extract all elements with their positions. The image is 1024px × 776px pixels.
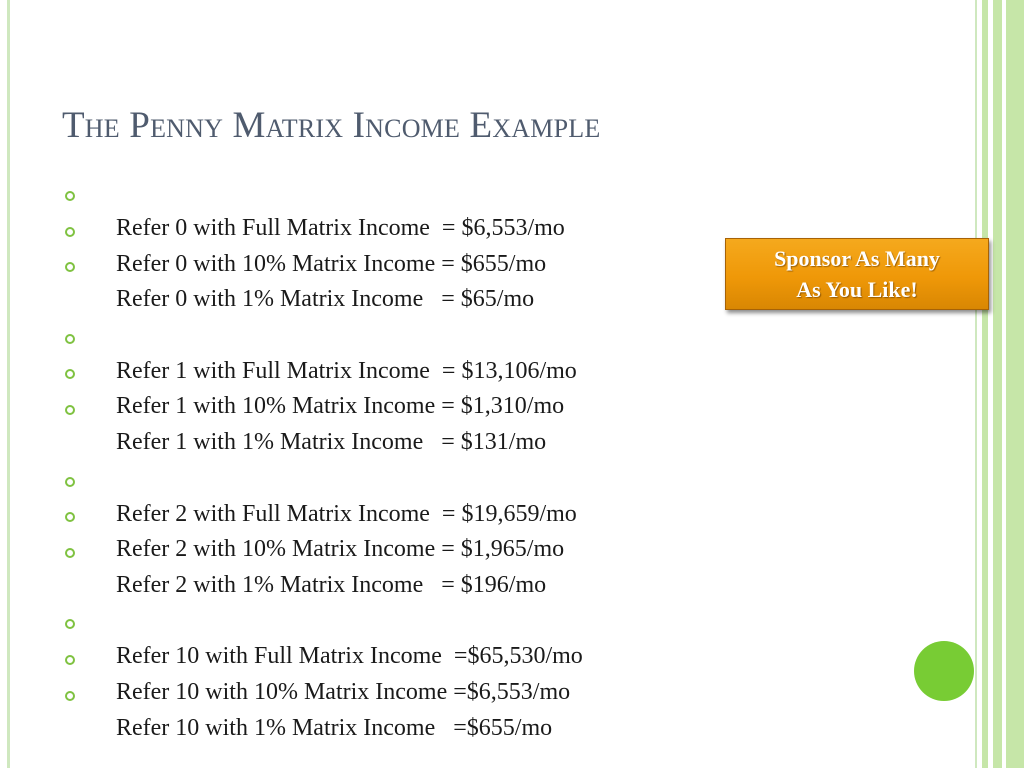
bullet-icon bbox=[65, 691, 75, 701]
bullet-text: Refer 2 with 1% Matrix Income = $196/mo bbox=[116, 571, 547, 598]
bullet-item bbox=[63, 644, 583, 705]
bullet-text: Refer 10 with 1% Matrix Income =$655/mo bbox=[116, 714, 553, 741]
decorative-stripe bbox=[993, 0, 1002, 768]
bullet-text: Refer 2 with 10% Matrix Income = $1,965/mo bbox=[116, 536, 565, 563]
bullet-item bbox=[63, 323, 583, 384]
bullet-item bbox=[63, 251, 583, 322]
bullet-text: Refer 1 with Full Matrix Income = $13,106/mo bbox=[116, 357, 577, 384]
callout-text: Sponsor As Many As You Like! bbox=[774, 246, 940, 302]
bullet-text: Refer 10 with Full Matrix Income =$65,530/mo bbox=[116, 643, 583, 670]
decorative-stripe bbox=[982, 0, 988, 768]
bullet-item bbox=[63, 180, 583, 241]
bullet-icon bbox=[65, 477, 75, 487]
bullet-icon bbox=[65, 512, 75, 522]
bullet-icon bbox=[65, 405, 75, 415]
bullet-icon bbox=[65, 191, 75, 201]
bullet-text: Refer 1 with 1% Matrix Income = $131/mo bbox=[116, 429, 547, 456]
bullet-text: Refer 2 with Full Matrix Income = $19,659/mo bbox=[116, 500, 577, 527]
sponsor-callout-box bbox=[725, 238, 989, 310]
bullet-item bbox=[63, 680, 583, 741]
bullet-item bbox=[63, 537, 583, 608]
bullet-icon bbox=[65, 619, 75, 629]
bullet-icon bbox=[65, 334, 75, 344]
decorative-stripe bbox=[1006, 0, 1024, 768]
decorative-stripe bbox=[975, 0, 977, 768]
bullet-icon bbox=[65, 262, 75, 272]
bullet-list bbox=[63, 180, 583, 741]
bullet-text: Refer 0 with 1% Matrix Income = $65/mo bbox=[116, 286, 535, 313]
bullet-item bbox=[63, 608, 583, 670]
bullet-item bbox=[63, 394, 583, 465]
slide-title: The Penny Matrix Income Example bbox=[62, 105, 601, 146]
bullet-text: Refer 0 with 10% Matrix Income = $655/mo bbox=[116, 250, 547, 277]
decorative-circle bbox=[914, 641, 974, 701]
bullet-text: Refer 1 with 10% Matrix Income = $1,310/mo bbox=[116, 393, 565, 420]
bullet-icon bbox=[65, 369, 75, 379]
bullet-item bbox=[63, 466, 583, 527]
bullet-text: Refer 10 with 10% Matrix Income =$6,553/mo bbox=[116, 678, 571, 705]
bullet-icon bbox=[65, 227, 75, 237]
bullet-icon bbox=[65, 548, 75, 558]
bullet-icon bbox=[65, 655, 75, 665]
bullet-item bbox=[63, 501, 583, 563]
bullet-text: Refer 0 with Full Matrix Income = $6,553/mo bbox=[116, 215, 565, 241]
slide-frame-left-border bbox=[7, 0, 10, 768]
bullet-item bbox=[63, 358, 583, 420]
bullet-item bbox=[63, 216, 583, 277]
